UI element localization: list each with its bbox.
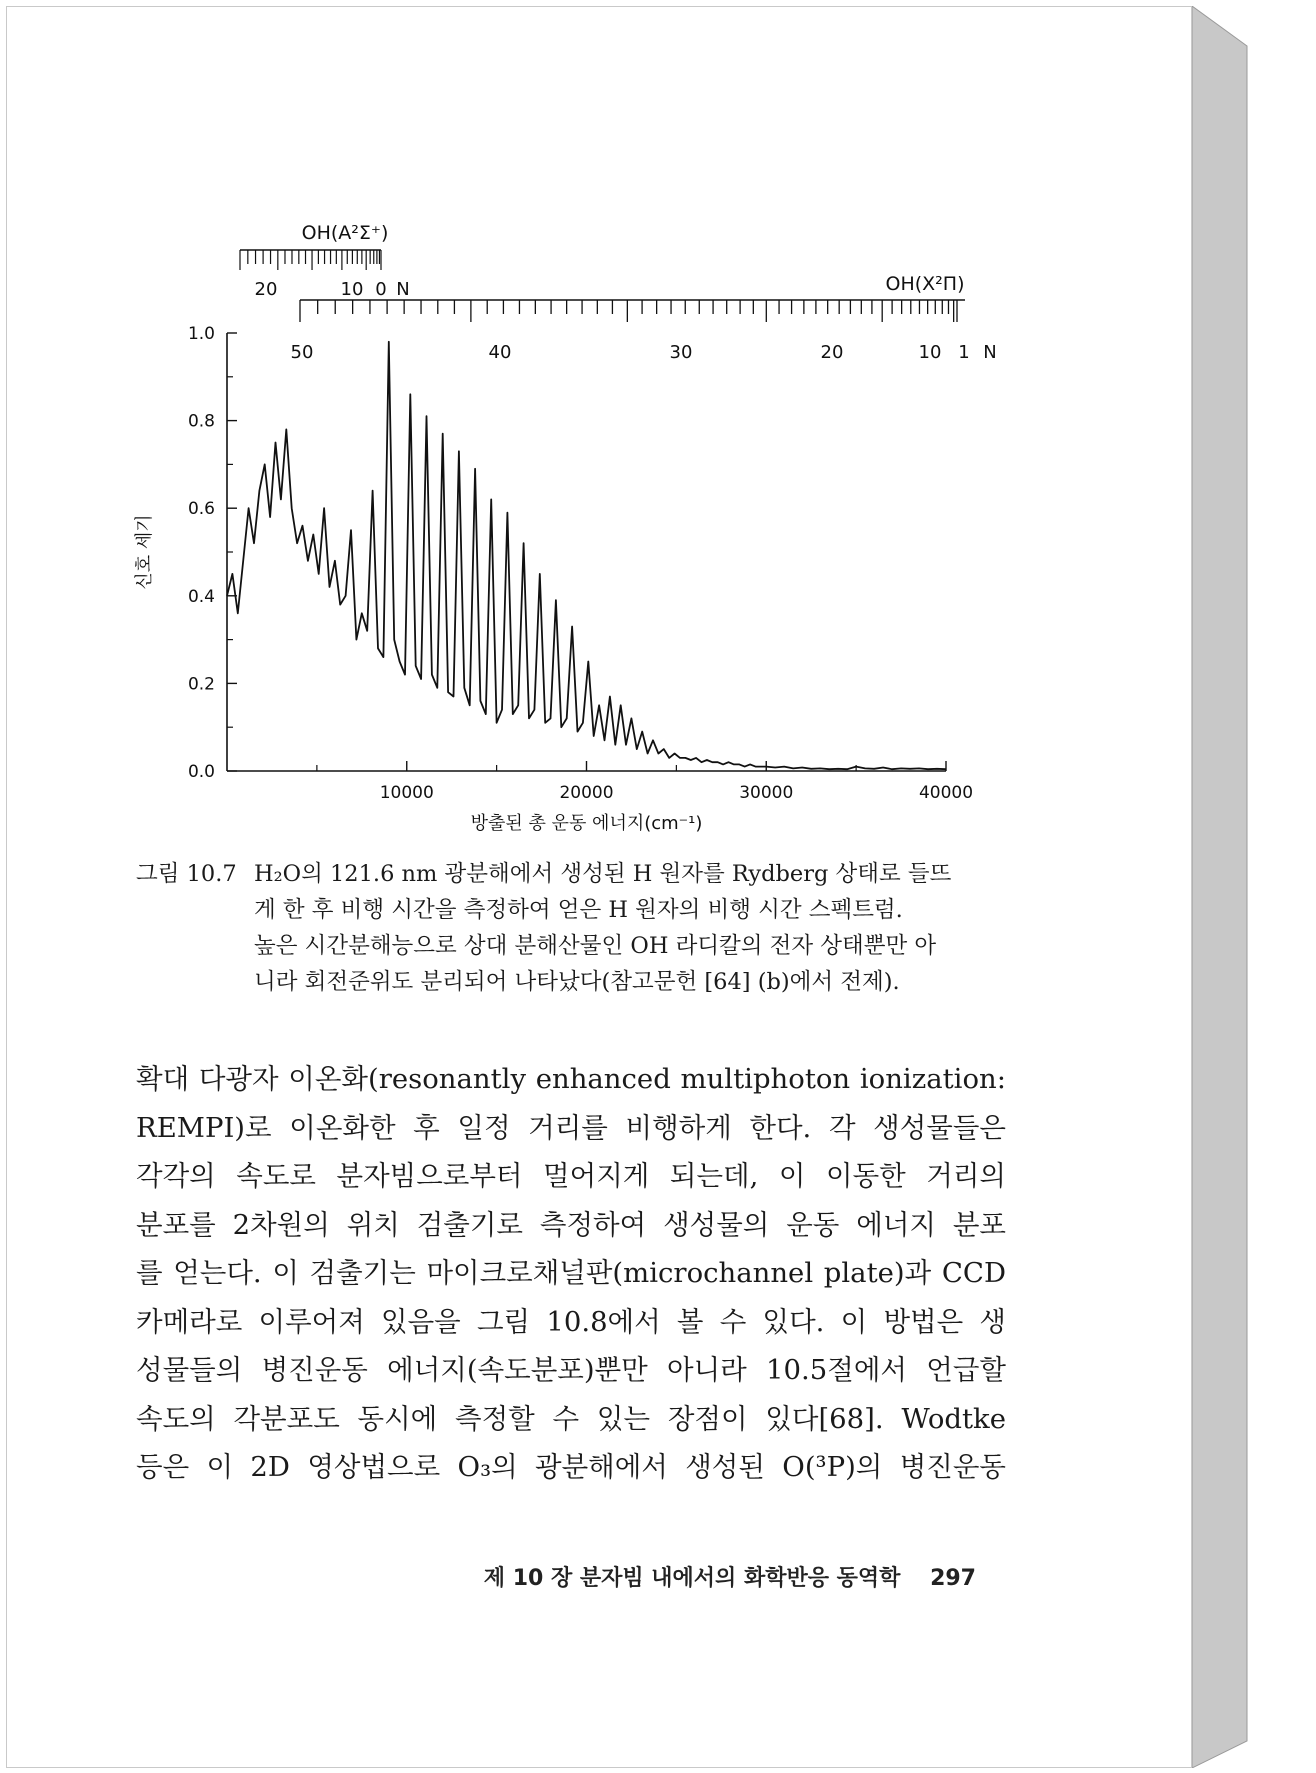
- spectrum-line: [227, 342, 946, 769]
- body-line: 확대 다광자 이온화(resonantly enhanced multiphoton ionization:: [136, 1063, 1006, 1095]
- y-tick-label: 0.0: [187, 762, 215, 782]
- body-line: 각각의 속도로 분자빔으로부터 멀어지게 되는데, 이 이동한 거리의: [136, 1160, 1006, 1192]
- x-tick-label: 40000: [918, 783, 974, 803]
- body-line: 분포를 2차원의 위치 검출기로 측정하여 생성물의 운동 에너지 분포: [136, 1208, 1006, 1241]
- top-axis-X-tick-label: N: [983, 342, 997, 363]
- top-axis-X-tick-label: 1: [958, 342, 970, 363]
- body-paragraph: [136, 1055, 1006, 1492]
- top-axis-X-tick-label: 20: [820, 342, 844, 363]
- top-axis-A-tick-label: 0: [375, 279, 387, 300]
- top-axis-X-tick-label: 10: [918, 342, 942, 363]
- x-tick-label: 30000: [739, 783, 794, 803]
- y-tick-label: 0.8: [187, 411, 215, 432]
- caption-label: 그림 10.7: [136, 861, 237, 887]
- tof-spectrum-chart: [0, 0, 1316, 840]
- top-axis-A-tick-label: 10: [340, 279, 364, 300]
- body-line: REMPI)로 이온화한 후 일정 거리를 비행하게 한다. 각 생성물들은: [136, 1111, 1006, 1144]
- body-line: 등은 이 2D 영상법으로 O₃의 광분해에서 생성된 O(³P)의 병진운동: [136, 1451, 1006, 1483]
- x-axis-label: 방출된 총 운동 에너지(cm⁻¹): [470, 813, 703, 834]
- y-tick-label: 0.4: [187, 586, 215, 607]
- top-axis-A-label: OH(A²Σ⁺): [301, 222, 389, 244]
- y-tick-label: 0.2: [187, 674, 215, 695]
- running-footer: [484, 1561, 976, 1592]
- figure-caption: [136, 856, 1006, 1000]
- caption-line: H₂O의 121.6 nm 광분해에서 생성된 H 원자를 Rydberg 상태로 들뜨: [254, 861, 952, 887]
- caption-line: 니라 회전준위도 분리되어 나타났다(참고문헌 [64] (b)에서 전제).: [254, 969, 900, 995]
- caption-line: 높은 시간분해능으로 상대 분해산물인 OH 라디칼의 전자 상태뿐만 아: [254, 933, 937, 959]
- y-tick-label: 1.0: [187, 324, 215, 344]
- page-number: 297: [930, 1566, 976, 1591]
- footer-chapter-title: 제 10 장 분자빔 내에서의 화학반응 동역학: [483, 1566, 901, 1591]
- top-axis-X-tick-label: 30: [669, 342, 693, 363]
- body-line: 를 얻는다. 이 검출기는 마이크로채널판(microchannel plate)과 CCD: [136, 1257, 1006, 1289]
- y-axis-label: 신호 세기: [134, 514, 155, 590]
- body-line: 카메라로 이루어져 있음을 그림 10.8에서 볼 수 있다. 이 방법은 생: [136, 1305, 1006, 1338]
- x-tick-label: 20000: [559, 783, 614, 803]
- top-axis-X-label: OH(X²Π): [885, 273, 965, 295]
- body-line: 속도의 각분포도 동시에 측정할 수 있는 장점이 있다[68]. Wodtke: [136, 1402, 1006, 1435]
- body-line: 성물들의 병진운동 에너지(속도분포)뿐만 아니라 10.5절에서 언급할: [136, 1354, 1006, 1386]
- top-axis-X-tick-label: 50: [290, 342, 314, 363]
- top-axis-A-tick-label: N: [396, 279, 410, 300]
- top-axis-A-tick-label: 20: [254, 279, 278, 300]
- caption-line: 게 한 후 비행 시간을 측정하여 얻은 H 원자의 비행 시간 스펙트럼.: [254, 897, 903, 923]
- top-axis-X-tick-label: 40: [488, 342, 512, 363]
- y-tick-label: 0.6: [187, 499, 215, 520]
- x-tick-label: 10000: [379, 783, 434, 803]
